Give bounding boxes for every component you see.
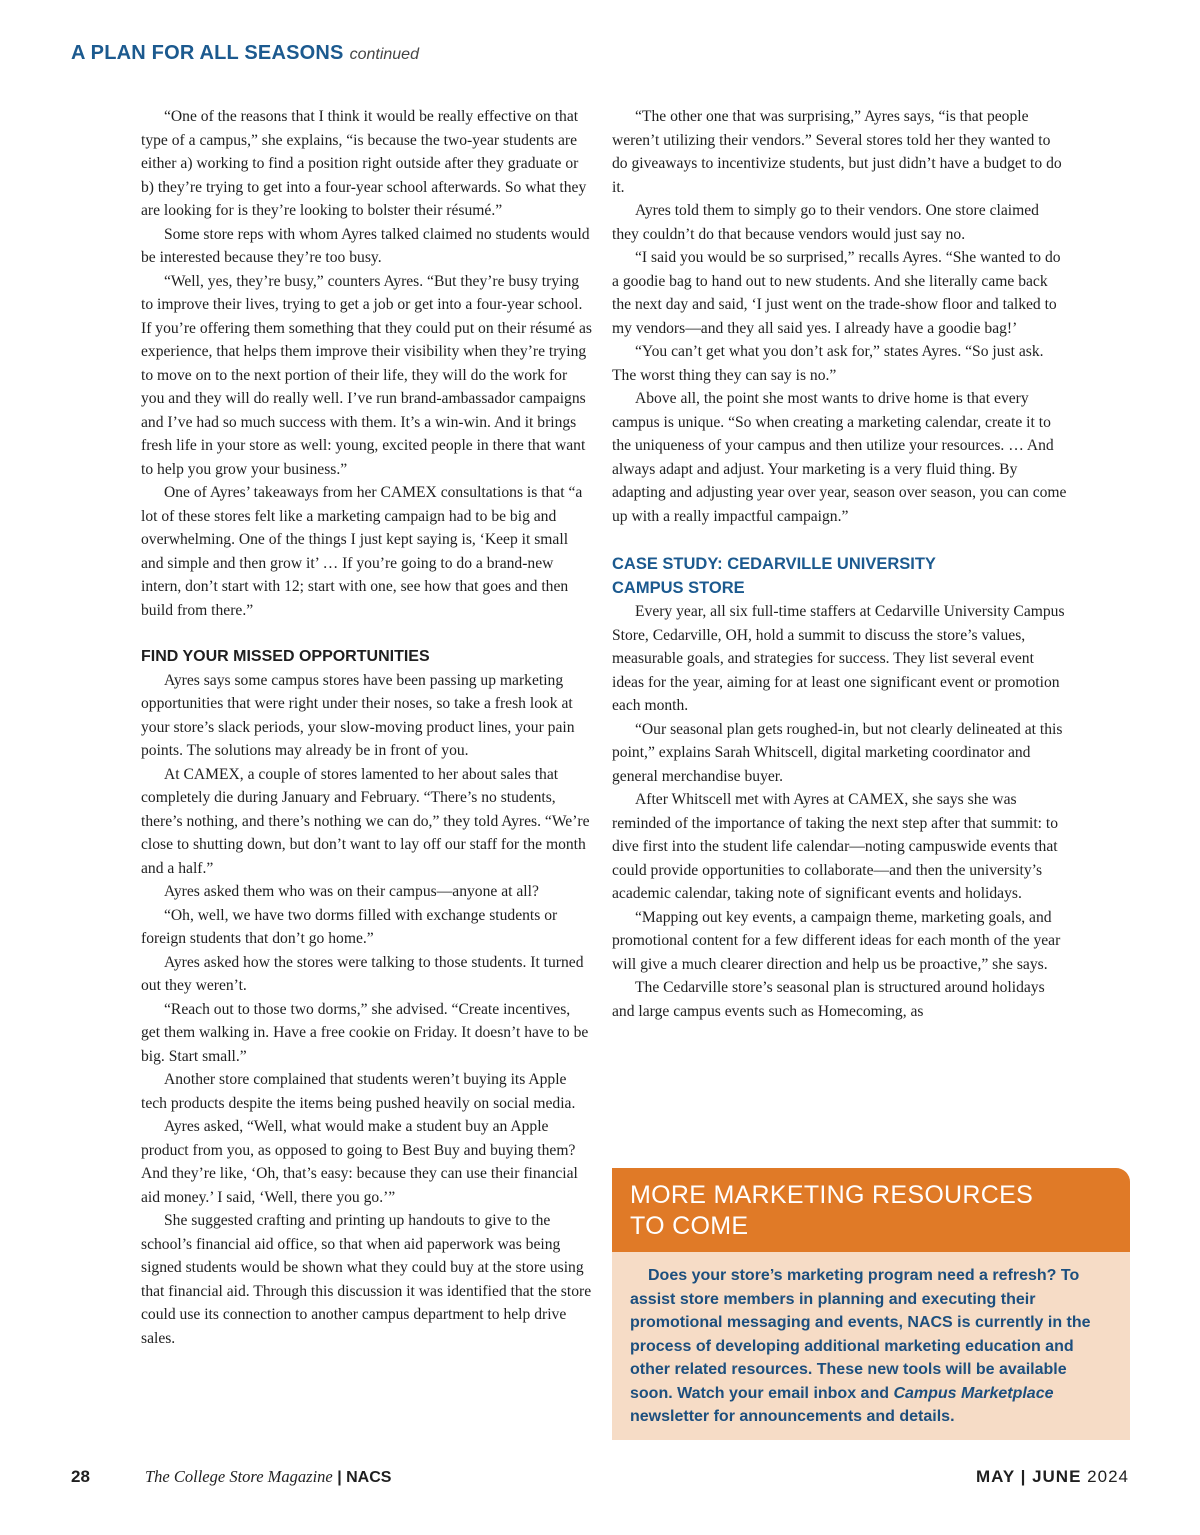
magazine-credit xyxy=(145,1467,391,1487)
sidebar-newsletter-name: Campus Marketplace xyxy=(893,1384,1054,1402)
body-paragraph: She suggested crafting and printing up handouts to give to the school’s financial aid office, so that when aid paperwork was being signed students would be shown what they could buy at the store using that financial aid. Through this discussion it was identified that the store could use its connection to another campus department to help drive sales. xyxy=(141,1212,592,1347)
case-study-line1: CASE STUDY: CEDARVILLE UNIVERSITY xyxy=(612,555,936,573)
sidebar-body xyxy=(612,1252,1130,1429)
subhead-missed-opportunities: FIND YOUR MISSED OPPORTUNITIES xyxy=(141,648,430,665)
body-paragraph: “Our seasonal plan gets roughed-in, but not clearly delineated at this point,” explains Sarah Whitscell, digital marketing coordinator and general merchandise buyer. xyxy=(612,720,1063,785)
left-paragraphs-b xyxy=(141,669,593,1351)
body-paragraph: One of Ayres’ takeaways from her CAMEX consultations is that “a lot of these stores felt like a marketing campaign had to be big and overwhelming. One of the things I just kept saying is, ‘Keep it small and simple and then grow it’ … If you’re going to do a brand-new intern, don’t start with 12; start with one, see how that goes and then build from there.” xyxy=(141,484,583,619)
issue-date xyxy=(976,1467,1129,1487)
body-paragraph: Every year, all six full-time staffers at Cedarville University Campus Store, Cedarville, OH, hold a summit to discuss the store’s values, measurable goals, and strategies for success. They list several event ideas for the year, aiming for at least one significant event or promotion each month. xyxy=(612,603,1065,714)
body-paragraph: “One of the reasons that I think it would be really effective on that type of a campus,” she explains, “is because the two-year students are either a) working to find a position right outside after they graduate or b) they’re trying to get into a four-year school afterwards. So what they are looking for is they’re looking to bolster their résumé.” xyxy=(141,108,587,219)
body-paragraph: After Whitscell met with Ayres at CAMEX, she says she was reminded of the importance of taking the next step after that summit: to dive first into the student life calendar—noting campuswide events that could provide opportunities to collaborate—and then the university’s academic calendar, taking note of significant events and holidays. xyxy=(612,791,1059,902)
body-paragraph: Above all, the point she most wants to drive home is that every campus is unique. “So when creating a marketing calendar, create it to the uniqueness of your campus and then utilize your resources. … And always adapt and adjust. Your marketing is a very fluid thing. By adapting and adjusting year over year, season over season, you can come up with a really impactful campaign.” xyxy=(612,390,1067,525)
issue-months: MAY | JUNE xyxy=(975,1467,1082,1486)
right-column xyxy=(612,105,1068,1023)
article-title: A PLAN FOR ALL SEASONS xyxy=(71,42,344,64)
body-paragraph: Ayres asked, “Well, what would make a student buy an Apple product from you, as opposed to going to Best Buy and buying them? And they’re like, ‘Oh, that’s easy: because they can use their financial aid money.’ I said, ‘Well, there you go.’” xyxy=(141,1118,578,1206)
body-paragraph: “You can’t get what you don’t ask for,” states Ayres. “So just ask. The worst thing they can say is no.” xyxy=(612,343,1044,384)
publisher-name: NACS xyxy=(346,1469,392,1486)
magazine-name: The College Store Magazine xyxy=(145,1467,333,1486)
body-paragraph: “I said you would be so surprised,” recalls Ayres. “She wanted to do a goodie bag to hand out to new students. And she literally came back the next day and said, ‘I just went on the trade-show floor and talked to my vendors—and they all said yes. I already have a goodie bag!’ xyxy=(612,249,1061,337)
subhead-case-study xyxy=(612,552,1068,600)
sidebar-body-end: newsletter for announcements and details. xyxy=(630,1408,955,1425)
resources-sidebar xyxy=(612,1168,1130,1440)
sidebar-title-line2: TO COME xyxy=(630,1212,749,1240)
body-paragraph: At CAMEX, a couple of stores lamented to her about sales that completely die during January and February. “There’s no students, there’s nothing, and there’s nothing we can do,” they told Ayres. “We’re close to shutting down, but don’t want to lay off our staff for the month and a half.” xyxy=(141,765,590,877)
body-paragraph: Ayres told them to simply go to their vendors. One store claimed they couldn’t do that because vendors would just say no. xyxy=(612,202,1039,243)
sidebar-body-text: Does your store’s marketing program need a refresh? To assist store members in planning and executing their promotional messaging and events, NACS is currently in the process of developing additional marketing education and other related resources. These new tools will be available soon. Watch your email inbox and xyxy=(630,1267,1091,1402)
body-paragraph: “Mapping out key events, a campaign theme, marketing goals, and promotional content for a few different ideas for each month of the year will give a much clearer direction and help us be proactive,” she says. xyxy=(612,908,1061,973)
body-paragraph: Some store reps with whom Ayres talked claimed no students would be interested because they’re too busy. xyxy=(141,225,590,266)
sidebar-title-line1: MORE MARKETING RESOURCES xyxy=(630,1181,1034,1209)
body-paragraph: Ayres asked them who was on their campus—anyone at all? xyxy=(164,883,539,900)
page-header xyxy=(71,42,419,65)
left-paragraphs-a xyxy=(141,105,593,622)
sidebar-title xyxy=(612,1168,1130,1252)
footer-separator: | xyxy=(332,1469,347,1486)
body-paragraph: “The other one that was surprising,” Ayres says, “is that people weren’t utilizing their vendors.” Several stores told her they wanted to do giveaways to incentivize students, but just didn’t have a budget to do it. xyxy=(612,108,1062,196)
right-paragraphs-a xyxy=(612,105,1068,528)
body-paragraph: Another store complained that students weren’t buying its Apple tech products despite the items being pushed heavily on social media. xyxy=(141,1071,576,1112)
case-study-line2: CAMPUS STORE xyxy=(612,579,745,597)
body-paragraph: Ayres asked how the stores were talking to those students. It turned out they weren’t. xyxy=(141,953,584,994)
body-paragraph: “Oh, well, we have two dorms filled with exchange students or foreign students that don’t go home.” xyxy=(141,906,558,947)
body-paragraph: The Cedarville store’s seasonal plan is structured around holidays and large campus events such as Homecoming, as xyxy=(612,979,1045,1020)
body-paragraph: “Reach out to those two dorms,” she advised. “Create incentives, get them walking in. Have a free cookie on Friday. It doesn’t have to be big. Start small.” xyxy=(141,1000,589,1065)
continued-label: continued xyxy=(349,46,419,63)
page-footer xyxy=(71,1467,1129,1491)
left-column xyxy=(141,105,593,1350)
page-number: 28 xyxy=(71,1467,90,1486)
body-paragraph: “Well, yes, they’re busy,” counters Ayres. “But they’re busy trying to improve their lives, trying to get a job or get into a four-year school. If you’re offering them something that they could put on their résumé as experience, that helps them improve their visibility when they’re trying to move on to the next portion of their life, they will do the work for you and they will do really well. I’ve run brand-ambassador campaigns and I’ve had so much success with them. It’s a win-win. And it brings fresh life in your store as well: young, excited people in there that want to help you grow your business.” xyxy=(141,272,592,478)
right-paragraphs-b xyxy=(612,600,1068,1023)
body-paragraph: Ayres says some campus stores have been passing up marketing opportunities that were right under their noses, so take a fresh look at your store’s slack periods, your slow-moving product lines, your pain points. The solutions may already be in front of you. xyxy=(141,671,575,759)
issue-year: 2024 xyxy=(1087,1467,1129,1486)
